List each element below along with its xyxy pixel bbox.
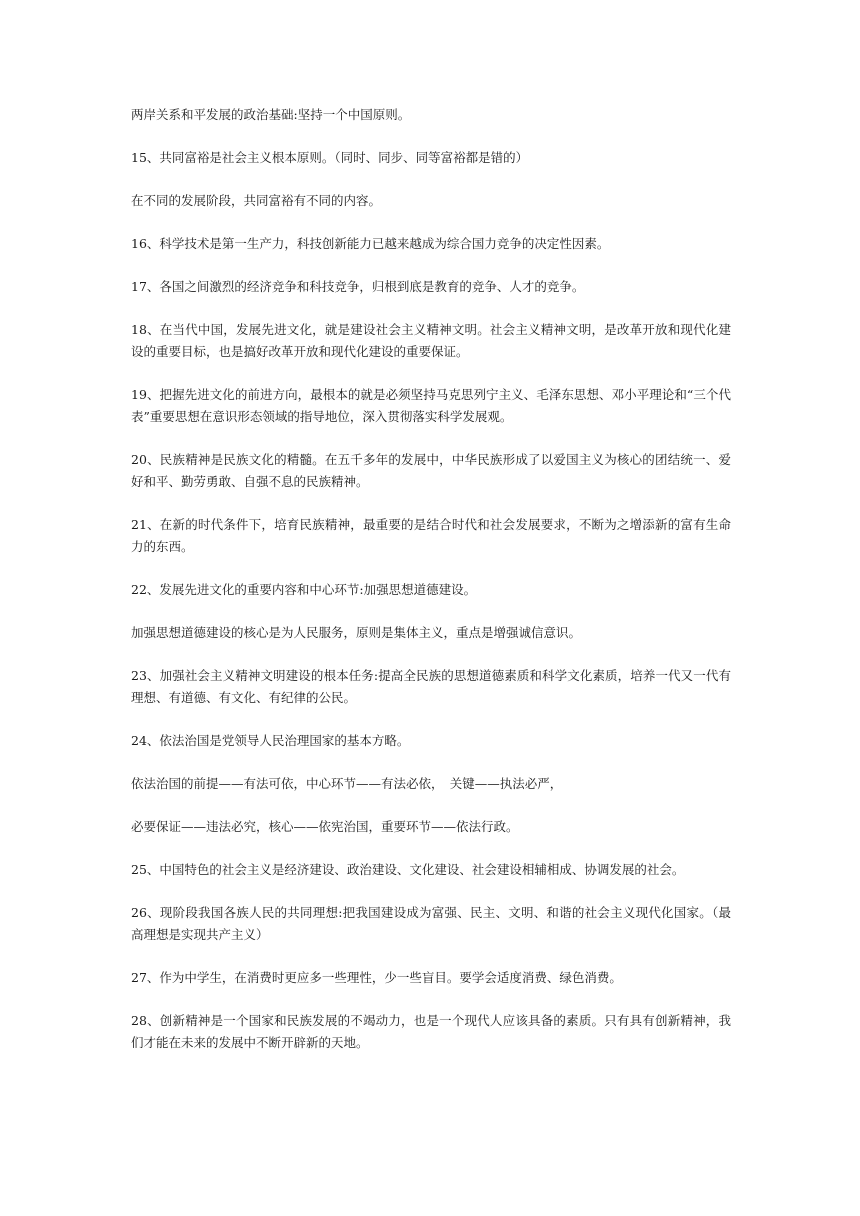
paragraph-18: 18、在当代中国，发展先进文化，就是建设社会主义精神文明。社会主义精神文明，是改革开放和现代化建设的重要目标，也是搞好改革开放和现代化建设的重要保证。	[131, 322, 731, 359]
paragraph-political-basis: 两岸关系和平发展的政治基础:坚持一个中国原则。	[131, 107, 411, 122]
paragraph-28: 28、创新精神是一个国家和民族发展的不竭动力，也是一个现代人应该具备的素质。只有具有创新精神，我们才能在未来的发展中不断开辟新的天地。	[131, 1013, 731, 1050]
paragraph-21: 21、在新的时代条件下，培育民族精神，最重要的是结合时代和社会发展要求，不断为之增添新的富有生命力的东西。	[131, 517, 731, 554]
paragraph-15-note: 在不同的发展阶段，共同富裕有不同的内容。	[131, 193, 382, 208]
paragraph-24: 24、依法治国是党领导人民治理国家的基本方略。	[131, 733, 410, 748]
paragraph-17: 17、各国之间激烈的经济竞争和科技竞争，归根到底是教育的竞争、人才的竞争。	[131, 279, 585, 294]
paragraph-15: 15、共同富裕是社会主义根本原则。（同时、同步、同等富裕都是错的）	[131, 150, 529, 165]
paragraph-24-note-2: 必要保证——违法必究，核心——依宪治国，重要环节——依法行政。	[131, 819, 519, 834]
paragraph-22-note: 加强思想道德建设的核心是为人民服务，原则是集体主义，重点是增强诚信意识。	[131, 625, 582, 640]
paragraph-16: 16、科学技术是第一生产力，科技创新能力已越来越成为综合国力竞争的决定性因素。	[131, 236, 610, 251]
paragraph-25: 25、中国特色的社会主义是经济建设、政治建设、文化建设、社会建设相辅相成、协调发展的社会。	[131, 862, 685, 877]
paragraph-23: 23、加强社会主义精神文明建设的根本任务:提高全民族的思想道德素质和科学文化素质，培养一代又一代有理想、有道德、有文化、有纪律的公民。	[131, 668, 731, 705]
paragraph-27: 27、作为中学生，在消费时更应多一些理性，少一些盲目。要学会适度消费、绿色消费。	[131, 970, 622, 985]
paragraph-26: 26、现阶段我国各族人民的共同理想:把我国建设成为富强、民主、文明、和谐的社会主义现代化国家。（最高理想是实现共产主义）	[131, 905, 731, 942]
paragraph-20: 20、民族精神是民族文化的精髓。在五千多年的发展中，中华民族形成了以爱国主义为核心的团结统一、爱好和平、勤劳勇敢、自强不息的民族精神。	[131, 452, 731, 489]
paragraph-19: 19、把握先进文化的前进方向，最根本的就是必须坚持马克思列宁主义、毛泽东思想、邓小平理论和“三个代表”重要思想在意识形态领域的指导地位，深入贯彻落实科学发展观。	[131, 387, 731, 424]
paragraph-24-note-1: 依法治国的前提——有法可依，中心环节——有法必依， 关键——执法必严，	[131, 776, 563, 791]
paragraph-22: 22、发展先进文化的重要内容和中心环节:加强思想道德建设。	[131, 582, 477, 597]
document-page	[131, 104, 731, 1075]
